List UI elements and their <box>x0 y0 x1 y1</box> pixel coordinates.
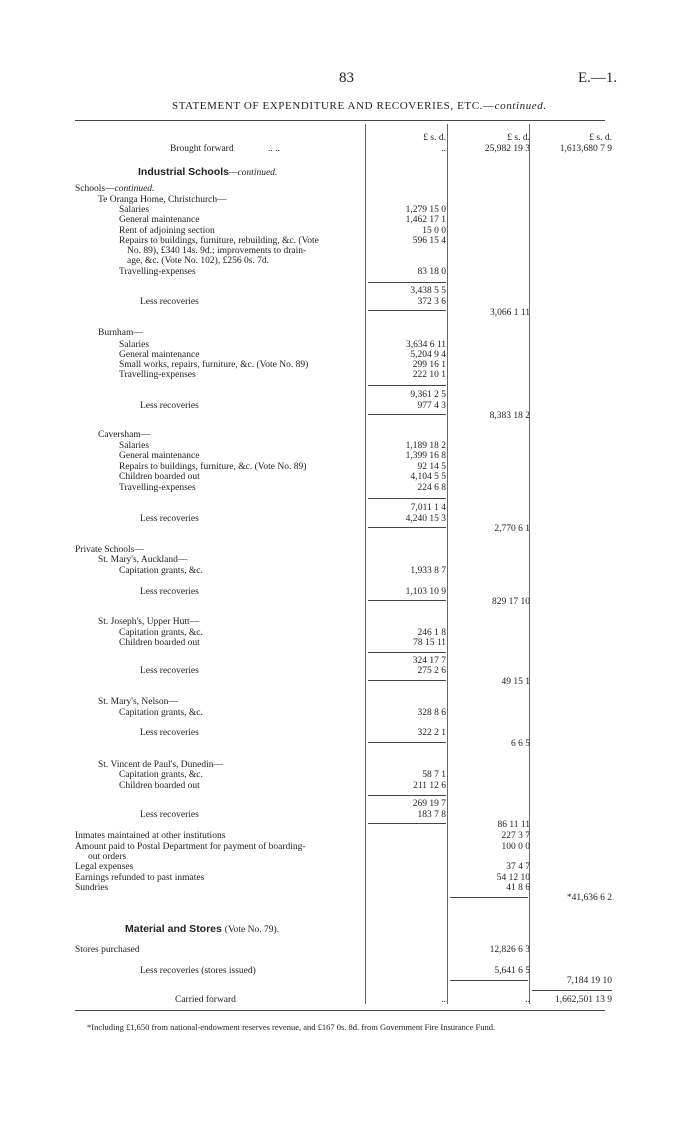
st-josephs-total: 324 17 7 <box>412 656 446 666</box>
st-marys-auckland-less-v: 1,103 10 9 <box>405 587 446 597</box>
inmates-v: 227 3 7 <box>501 831 530 841</box>
st-josephs-less-v: 275 2 6 <box>417 666 446 676</box>
te-oranga-repairs-3: age, &c. (Vote No. 102), £256 0s. 7d. <box>127 256 270 266</box>
caversham-net: 2,770 6 1 <box>494 524 530 534</box>
burnham-gm: General maintenance <box>119 350 200 360</box>
caversham-repairs-v: 92 14 5 <box>417 462 446 472</box>
col1-header: £ s. d. <box>423 133 446 143</box>
schools-cont: continued. <box>114 184 155 194</box>
st-marys-auckland-net: 829 17 10 <box>492 597 530 607</box>
stores-net: 7,184 19 10 <box>566 976 612 986</box>
caversham-travel-v: 224 6 8 <box>417 483 446 493</box>
postal-label-1: Amount paid to Postal Department for payment of boarding- <box>75 842 306 852</box>
st-marys-auckland-cap-v: 1,933 8 7 <box>410 566 446 576</box>
title-italic: continued. <box>494 100 547 112</box>
inmates-label: Inmates maintained at other institutions <box>75 831 226 841</box>
caversham-travel: Travelling-expenses <box>119 483 196 493</box>
st-josephs-less: Less recoveries <box>140 666 199 676</box>
footnote: *Including £1,650 from national-endowment reserves revenue, and £167 0s. 8d. from Government Fire Insurance Fund. <box>87 1022 496 1032</box>
caversham-total: 7,011 1 4 <box>410 503 446 513</box>
caversham-less-v: 4,240 15 3 <box>405 514 446 524</box>
st-vincent-boarded: Children boarded out <box>119 781 200 791</box>
burnham-salaries: Salaries <box>119 340 150 350</box>
te-oranga-rent-v: 15 0 0 <box>422 226 446 236</box>
rule <box>368 414 446 415</box>
brought-forward-c2: 25,982 19 3 <box>484 144 530 154</box>
te-oranga-gm: General maintenance <box>119 215 200 225</box>
rule <box>368 680 446 681</box>
material-heading <box>125 924 279 936</box>
table-top-rule <box>75 120 605 121</box>
earnings-label: Earnings refunded to past inmates <box>75 873 205 883</box>
st-vincent-cap-v: 58 7 1 <box>422 770 446 780</box>
col2-header: £ s. d. <box>507 133 530 143</box>
st-vincent-cap: Capitation grants, &c. <box>119 770 203 780</box>
industrial-heading-text: Industrial Schools <box>138 166 230 178</box>
rule <box>450 897 528 898</box>
table-bottom-rule <box>75 1010 605 1011</box>
burnham-gm-v: 5,204 9 4 <box>410 350 446 360</box>
te-oranga-salaries: Salaries <box>119 205 150 215</box>
postal-v: 100 0 0 <box>501 842 530 852</box>
industrial-heading <box>138 167 277 179</box>
rule <box>532 990 612 991</box>
rule <box>450 980 528 981</box>
material-vote: (Vote No. 79). <box>224 925 279 935</box>
burnham-less-v: 977 4 3 <box>417 401 446 411</box>
st-marys-auckland-less: Less recoveries <box>140 587 199 597</box>
burnham-name: Burnham— <box>98 328 143 338</box>
st-vincent-net: 86 11 11 <box>497 820 530 830</box>
st-vincent-total: 269 19 7 <box>412 799 446 809</box>
caversham-repairs: Repairs to buildings, furniture, &c. (Vote No. 89) <box>119 462 307 472</box>
st-marys-nelson-cap: Capitation grants, &c. <box>119 708 203 718</box>
rule <box>368 742 446 743</box>
st-marys-nelson-net: 6 6 5 <box>511 739 530 749</box>
burnham-less: Less recoveries <box>140 401 199 411</box>
material-heading-text: Material and Stores <box>125 923 222 935</box>
burnham-travel: Travelling-expenses <box>119 370 196 380</box>
caversham-boarded: Children boarded out <box>119 472 200 482</box>
caversham-salaries-v: 1,189 18 2 <box>405 441 446 451</box>
te-oranga-repairs-v: 596 15 4 <box>412 236 446 246</box>
burnham-travel-v: 222 10 1 <box>412 370 446 380</box>
te-oranga-net: 3,066 1 11 <box>489 308 530 318</box>
st-marys-nelson-less: Less recoveries <box>140 728 199 738</box>
caversham-boarded-v: 4,104 5 5 <box>410 472 446 482</box>
private-label: Private Schools— <box>75 545 144 555</box>
st-vincent-less-v: 183 7 8 <box>417 810 446 820</box>
rule <box>368 527 446 528</box>
te-oranga-less: Less recoveries <box>140 297 199 307</box>
st-josephs-boarded-v: 78 15 11 <box>413 638 446 648</box>
te-oranga-salaries-v: 1,279 15 0 <box>405 205 446 215</box>
carried-forward-c1: .. <box>441 995 446 1005</box>
stores-less-v: 5,641 6 5 <box>494 966 530 976</box>
st-josephs-boarded: Children boarded out <box>119 638 200 648</box>
carried-forward-c2: .. <box>525 995 530 1005</box>
rule <box>368 385 446 386</box>
rule <box>368 795 446 796</box>
postal-label-2: out orders <box>88 852 127 862</box>
caversham-less: Less recoveries <box>140 514 199 524</box>
brought-forward-c1: .. <box>441 144 446 154</box>
schools-label-text: Schools— <box>75 184 115 194</box>
stores-v: 12,826 6 3 <box>489 945 530 955</box>
schools-label <box>75 184 154 195</box>
caversham-gm: General maintenance <box>119 451 200 461</box>
brought-forward-label: Brought forward <box>170 144 234 154</box>
legal-v: 37 4 7 <box>506 862 530 872</box>
title-text: STATEMENT OF EXPENDITURE AND RECOVERIES, ETC.— <box>172 100 495 112</box>
burnham-small-v: 299 16 1 <box>412 360 446 370</box>
st-vincent-less: Less recoveries <box>140 810 199 820</box>
caversham-name: Caversham— <box>98 430 151 440</box>
rule <box>368 282 446 283</box>
st-josephs-name: St. Joseph's, Upper Hutt— <box>98 617 200 627</box>
st-marys-auckland-name: St. Mary's, Auckland— <box>98 555 188 565</box>
sundries-label: Sundries <box>75 883 109 893</box>
page-title <box>172 100 547 112</box>
rule <box>368 498 446 499</box>
earnings-v: 54 12 10 <box>496 873 530 883</box>
stores-label: Stores purchased <box>75 945 140 955</box>
industrial-heading-cont: —continued. <box>229 168 278 178</box>
burnham-salaries-v: 3,634 6 11 <box>405 340 446 350</box>
te-oranga-repairs-1: Repairs to buildings, furniture, rebuilding, &c. (Vote <box>119 236 319 246</box>
te-oranga-gm-v: 1,462 17 1 <box>405 215 446 225</box>
st-vincent-boarded-v: 211 12 6 <box>413 781 446 791</box>
col1-divider <box>365 124 366 1004</box>
page-number: 83 <box>339 70 354 86</box>
stores-less-label: Less recoveries (stores issued) <box>140 966 256 976</box>
rule <box>368 652 446 653</box>
te-oranga-repairs-2: No. 89), £340 14s. 9d.; improvements to drain- <box>127 246 307 256</box>
burnham-total: 9,361 2 5 <box>410 390 446 400</box>
st-vincent-name: St. Vincent de Paul's, Dunedin— <box>98 760 223 770</box>
caversham-salaries: Salaries <box>119 441 150 451</box>
col3-header: £ s. d. <box>589 133 612 143</box>
series-code: E.—1. <box>578 70 618 86</box>
st-marys-nelson-less-v: 322 2 1 <box>417 728 446 738</box>
rule <box>368 823 446 824</box>
st-marys-nelson-cap-v: 328 8 6 <box>417 708 446 718</box>
te-oranga-rent: Rent of adjoining section <box>119 226 215 236</box>
industrial-total: *41,636 6 2 <box>566 893 612 903</box>
carried-forward-label: Carried forward <box>175 995 236 1005</box>
te-oranga-travel-v: 83 18 0 <box>417 267 446 277</box>
st-josephs-cap: Capitation grants, &c. <box>119 628 203 638</box>
te-oranga-less-v: 372 3 6 <box>417 297 446 307</box>
te-oranga-name: Te Oranga Home, Christchurch— <box>98 195 227 205</box>
st-josephs-cap-v: 246 1 8 <box>417 628 446 638</box>
st-marys-auckland-cap: Capitation grants, &c. <box>119 566 203 576</box>
dots: .. .. <box>268 144 280 154</box>
carried-forward-c3: 1,662,501 13 9 <box>555 995 612 1005</box>
burnham-net: 8,383 18 2 <box>489 411 530 421</box>
rule <box>368 600 446 601</box>
sundries-v: 41 8 6 <box>506 883 530 893</box>
legal-label: Legal expenses <box>75 862 134 872</box>
rule <box>368 310 446 311</box>
burnham-small: Small works, repairs, furniture, &c. (Vote No. 89) <box>119 360 309 370</box>
brought-forward-c3: 1,613,680 7 9 <box>559 144 612 154</box>
te-oranga-total: 3,438 5 5 <box>410 286 446 296</box>
st-josephs-net: 49 15 1 <box>501 677 530 687</box>
te-oranga-travel: Travelling-expenses <box>119 267 196 277</box>
caversham-gm-v: 1,399 16 8 <box>405 451 446 461</box>
st-marys-nelson-name: St. Mary's, Nelson— <box>98 697 178 707</box>
